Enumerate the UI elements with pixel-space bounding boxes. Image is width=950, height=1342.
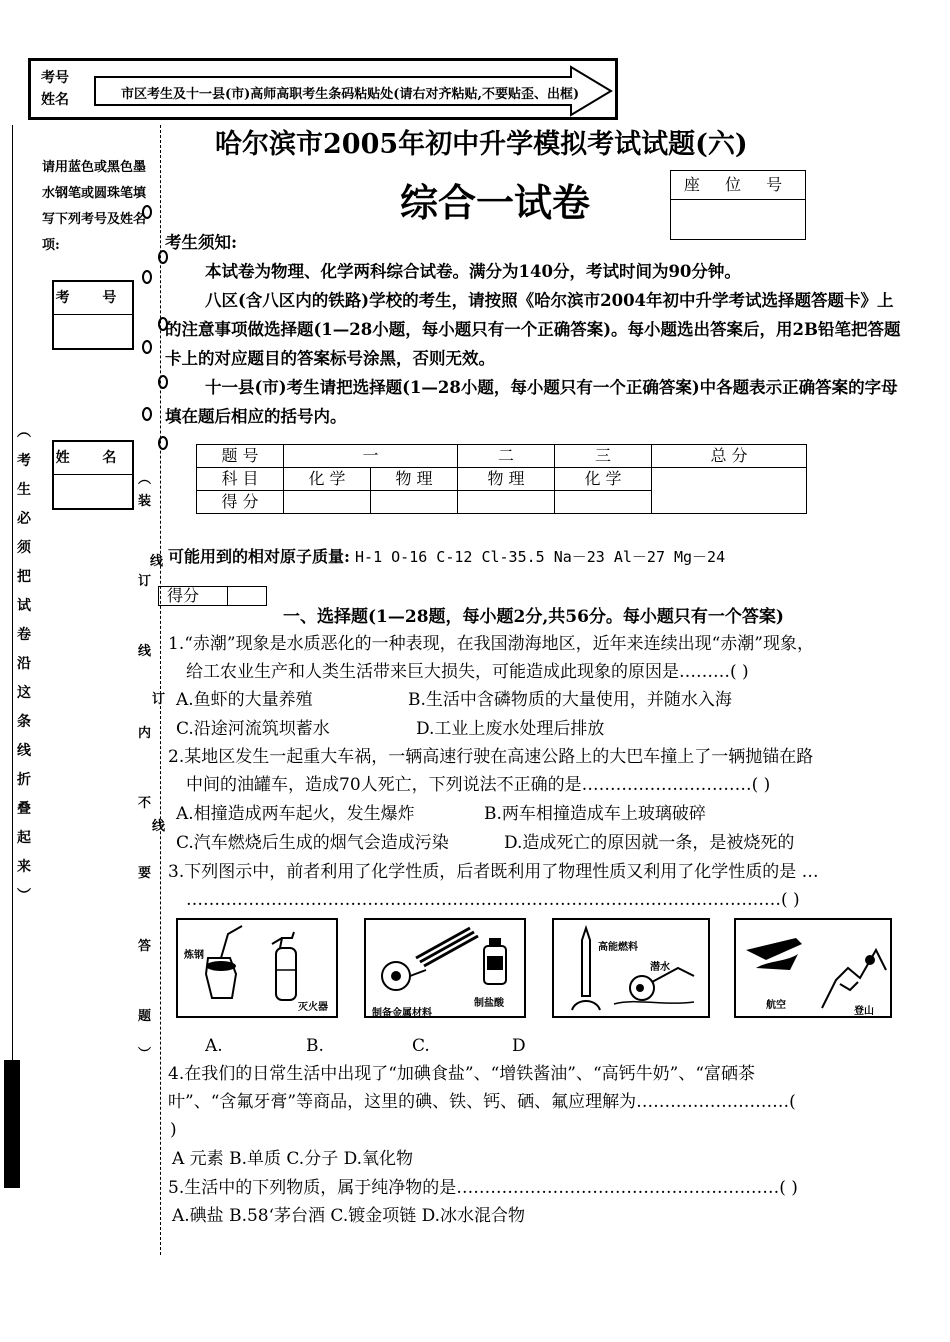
- question-4-text: ): [170, 1120, 177, 1140]
- fold-note-char: 线: [17, 743, 31, 759]
- figure-label: 航空: [766, 1000, 786, 1011]
- xingming-field[interactable]: [52, 440, 134, 510]
- binding-char: 不: [138, 796, 152, 811]
- figure-c: [552, 918, 710, 1018]
- option-c[interactable]: C.汽车燃烧后生成的烟气会造成污染: [176, 833, 449, 853]
- figure-option-a[interactable]: A.: [205, 1036, 223, 1056]
- total-score-cell[interactable]: [652, 468, 807, 514]
- table-cell: 化 学: [284, 468, 371, 491]
- barcode-instruction: 市区考生及十一县(市)高师高职考生条码粘贴处(请右对齐粘贴,不要贴歪、出框): [121, 87, 580, 102]
- binding-char: 线: [152, 819, 166, 834]
- score-cell[interactable]: [371, 491, 458, 514]
- binding-char: 线: [150, 554, 164, 569]
- figure-label: 炼钢: [184, 950, 204, 961]
- option-d[interactable]: D.工业上废水处理后排放: [416, 719, 605, 739]
- fold-note-char: 来: [17, 859, 31, 875]
- fold-note-char: 必: [17, 511, 31, 527]
- seat-number-label: 座 位 号: [671, 171, 805, 200]
- atomic-masses-label: 可能用到的相对原子质量:: [168, 547, 350, 566]
- fold-note-char: 叠: [17, 801, 31, 817]
- margin-instructions: 请用蓝色或黑色墨水钢笔或圆珠笔填写下列考号及姓名项:: [42, 160, 147, 253]
- figure-label: 高能燃料: [598, 942, 638, 953]
- notice-paragraph: 八区(含八区内的铁路)学校的考生，请按照《哈尔滨市2004年初中升学考试选择题答题卡》上的注意事项做选择题(1—28小题，每小题只有一个正确答案)。每小题选出答案后，用2B铅笔把答题卡上的对应题目的答案标号涂黑，否则无效。: [165, 291, 901, 368]
- score-cell[interactable]: [284, 491, 371, 514]
- rocket-diver-image: [554, 920, 708, 1016]
- table-cell: 二: [458, 445, 555, 468]
- option-d[interactable]: D.造成死亡的原因就一条，是被烧死的: [504, 833, 795, 853]
- fold-note-char: 这: [17, 685, 31, 701]
- question-4-text: 叶”、“含氟牙膏”等商品，这里的碘、铁、钙、硒、氟应理解为………………………(: [168, 1092, 796, 1112]
- score-cell[interactable]: [555, 491, 652, 514]
- figure-option-c[interactable]: C.: [412, 1036, 430, 1056]
- fold-note-char: 卷: [17, 627, 31, 643]
- binding-ring: [142, 407, 152, 421]
- table-cell: 总 分: [652, 445, 807, 468]
- binding-char: ︵: [138, 472, 152, 487]
- margin-line: [12, 125, 13, 1185]
- fold-instruction-vertical: [16, 418, 32, 911]
- binding-char: 要: [138, 866, 152, 881]
- fold-note-char: 考: [17, 453, 31, 469]
- option-b[interactable]: B.生活中含磷物质的大量使用，并随水入海: [408, 690, 732, 710]
- question-1-text: 给工农业生产和人类生活带来巨大损失，可能造成此现象的原因是………( ): [186, 662, 749, 682]
- fold-note-char: 折: [17, 772, 31, 788]
- option-a[interactable]: A.鱼虾的大量养殖: [176, 690, 313, 710]
- fold-note-char: ︶: [17, 888, 31, 904]
- binding-char: 题: [138, 1009, 152, 1024]
- xingming-field-label: 姓 名: [54, 442, 132, 475]
- kaohao-field[interactable]: [52, 280, 134, 350]
- option-b[interactable]: B.两车相撞造成车上玻璃破碎: [484, 804, 706, 824]
- fold-note-char: ︵: [17, 424, 31, 440]
- figure-option-b[interactable]: B.: [306, 1036, 324, 1056]
- atomic-masses: [168, 544, 725, 567]
- exam-subtitle: 综合一试卷: [400, 180, 591, 225]
- table-cell: 三: [555, 445, 652, 468]
- question-4-text: 4.在我们的日常生活中出现了“加碘食盐”、“增铁酱油”、“高钙牛奶”、“富硒茶: [168, 1064, 756, 1084]
- kaohao-label: 考号: [41, 70, 69, 86]
- notice-heading: 考生须知:: [165, 233, 238, 252]
- table-cell: 科 目: [197, 468, 284, 491]
- section-score-cell[interactable]: [228, 587, 267, 606]
- table-cell: 化 学: [555, 468, 652, 491]
- binding-char: 订: [138, 574, 152, 589]
- section-heading: 一、选择题(1—28题，每小题2分,共56分。每小题只有一个答案): [283, 607, 784, 627]
- figure-label: 制备金属材料: [372, 1008, 432, 1019]
- binding-char: 装: [138, 494, 152, 509]
- binding-char: 内: [138, 726, 152, 741]
- question-1-text: 1.“赤潮”现象是水质恶化的一种表现，在我国渤海地区，近年来连续出现“赤潮”现象，: [168, 634, 814, 654]
- notice-paragraph: 本试卷为物理、化学两科综合试卷。满分为140分，考试时间为90分钟。: [205, 262, 741, 281]
- fold-note-char: 沿: [17, 656, 31, 672]
- binding-char: ︶: [138, 1047, 152, 1062]
- fold-note-char: 条: [17, 714, 31, 730]
- figure-d: [734, 918, 892, 1018]
- figure-label: 制盐酸: [474, 998, 504, 1009]
- table-cell: 一: [284, 445, 458, 468]
- fold-note-char: 须: [17, 540, 31, 556]
- binding-ring: [142, 270, 152, 284]
- section-score-label: 得分: [159, 587, 228, 606]
- binding-char: 订: [152, 692, 166, 707]
- question-5-options[interactable]: A.碘盐 B.58‘茅台酒 C.镀金项链 D.冰水混合物: [172, 1206, 526, 1226]
- kaohao-field-label: 考 号: [54, 282, 132, 315]
- margin-black-bar: [4, 1060, 20, 1188]
- table-cell: 物 理: [371, 468, 458, 491]
- figure-a: [176, 918, 338, 1018]
- notice-paragraph: 十一县(市)考生请把选择题(1—28小题，每小题只有一个正确答案)中各题表示正确答案的字母填在题后相应的括号内。: [165, 378, 898, 426]
- question-3-text: ……………………………………………………………………………………………( ): [186, 890, 800, 910]
- figure-label: 灭火器: [298, 1002, 328, 1013]
- atomic-masses-values: H-1 O-16 C-12 Cl-35.5 Na－23 Al－27 Mg－24: [355, 548, 726, 566]
- binding-char: 线: [138, 644, 152, 659]
- figure-option-d[interactable]: D: [512, 1036, 526, 1056]
- section-score-box: [158, 586, 267, 606]
- figure-label: 潜水: [650, 962, 670, 973]
- figure-b: [364, 918, 526, 1018]
- question-3-text: 3.下列图示中，前者利用了化学性质，后者既利用了物理性质又利用了化学性质的是 …: [168, 862, 819, 882]
- score-table: [196, 444, 807, 514]
- fold-note-char: 把: [17, 569, 31, 585]
- binding-ring: [142, 340, 152, 354]
- table-cell: 题 号: [197, 445, 284, 468]
- table-row: [197, 445, 807, 468]
- score-cell[interactable]: [458, 491, 555, 514]
- fold-note-char: 起: [17, 830, 31, 846]
- option-a[interactable]: A.相撞造成两车起火，发生爆炸: [176, 804, 415, 824]
- exam-notice: [165, 228, 910, 431]
- barcode-sticker-area: [28, 58, 618, 120]
- binding-ring: [158, 436, 168, 450]
- table-cell: 得 分: [197, 491, 284, 514]
- question-5-text: 5.生活中的下列物质，属于纯净物的是…………………………………………………( ): [168, 1178, 798, 1198]
- fold-note-char: 生: [17, 482, 31, 498]
- table-cell: 物 理: [458, 468, 555, 491]
- question-2-text: 2.某地区发生一起重大车祸，一辆高速行驶在高速公路上的大巴车撞上了一辆抛锚在路: [168, 747, 814, 767]
- table-row: [197, 468, 807, 491]
- barcode-labels: [41, 67, 69, 111]
- xingming-label: 姓名: [41, 92, 69, 108]
- binding-char: 答: [138, 939, 152, 954]
- exam-title: 哈尔滨市2005年初中升学模拟考试试题(六): [215, 129, 748, 160]
- option-c[interactable]: C.沿途河流筑坝蓄水: [176, 719, 330, 739]
- binding-ring: [142, 205, 152, 219]
- figure-label: 登山: [854, 1006, 874, 1017]
- fold-note-char: 试: [17, 598, 31, 614]
- question-4-options[interactable]: A 元素 B.单质 C.分子 D.氧化物: [172, 1149, 414, 1169]
- question-2-text: 中间的油罐车，造成70人死亡，下列说法不正确的是…………………………( ): [186, 775, 771, 795]
